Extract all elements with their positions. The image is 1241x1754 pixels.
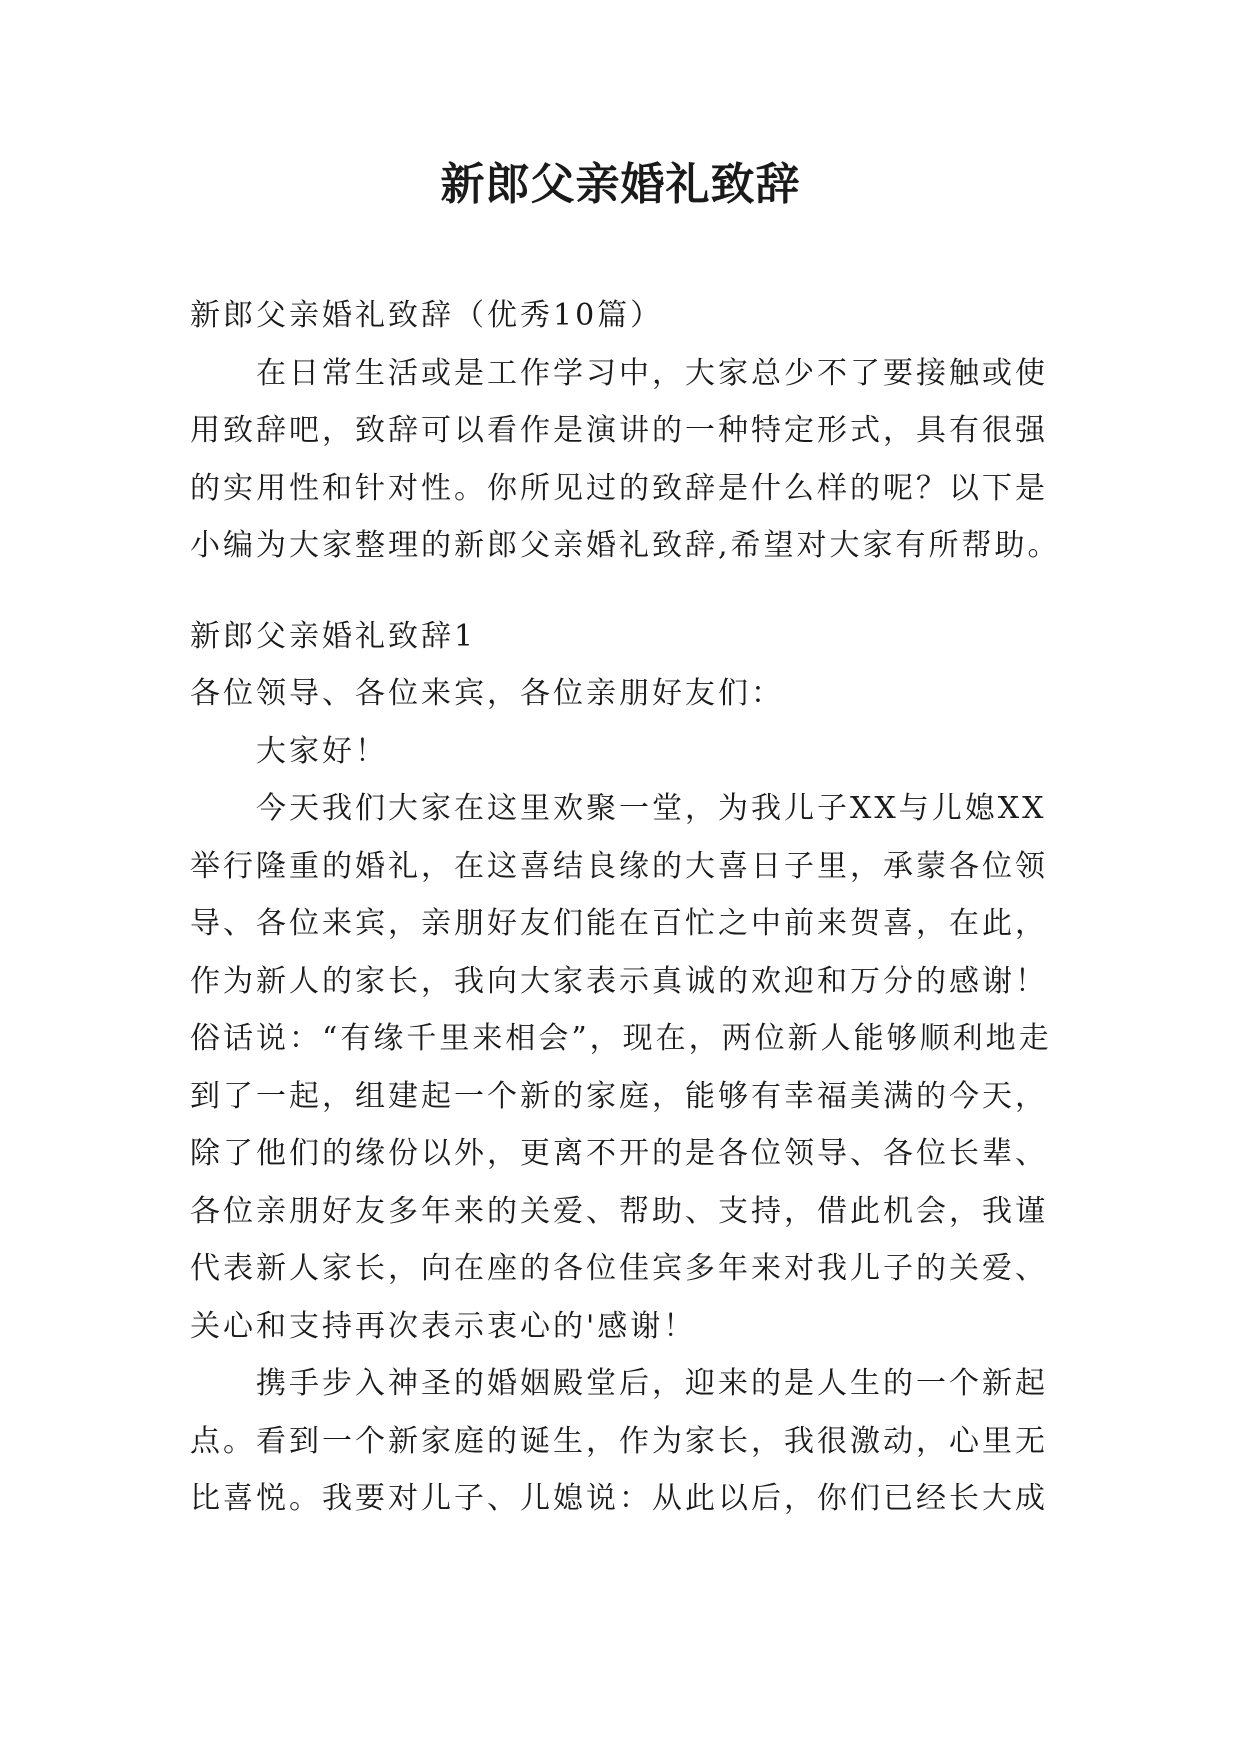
intro-line: 的实用性和针对性。你所见过的致辞是什么样的呢？以下是: [190, 470, 1048, 506]
paragraph-line: 携手步入神圣的婚姻殿堂后，迎来的是人生的一个新起: [256, 1366, 1048, 1401]
intro-line: 小编为大家整理的新郎父亲婚礼致辞,希望对大家有所帮助。: [190, 528, 1061, 563]
paragraph-line: 除了他们的缘份以外，更离不开的是各位领导、各位长辈、: [190, 1136, 1048, 1171]
paragraph-line: 举行隆重的婚礼，在这喜结良缘的大喜日子里，承蒙各位领: [190, 848, 1048, 884]
paragraph-line: 比喜悦。我要对儿子、儿媳说：从此以后，你们已经长大成: [190, 1481, 1048, 1516]
intro-line: 用致辞吧，致辞可以看作是演讲的一种特定形式，具有很强: [190, 413, 1048, 448]
intro-line: 在日常生活或是工作学习中，大家总少不了要接触或使: [256, 355, 1048, 391]
paragraph-line: 作为新人的家长，我向大家表示真诚的欢迎和万分的感谢！: [190, 963, 1048, 999]
paragraph-line: 导、各位来宾，亲朋好友们能在百忙之中前来贺喜，在此，: [190, 906, 1048, 941]
greeting: 大家好！: [256, 733, 388, 769]
document-title: 新郎父亲婚礼致辞: [440, 159, 801, 210]
paragraph-line: 俗话说：“有缘千里来相会”，现在，两位新人能够顺利地走: [190, 1021, 1052, 1056]
section-spacer: [190, 575, 1060, 608]
paragraph-line: 关心和支持再次表示衷心的'感谢！: [190, 1308, 697, 1344]
document-body: [190, 287, 1060, 1528]
paragraph-line: 各位亲朋好友多年来的关爱、帮助、支持，借此机会，我谨: [190, 1193, 1048, 1229]
salutation: 各位领导、各位来宾，各位亲朋好友们：: [190, 676, 784, 711]
paragraph-line: 代表新人家长，向在座的各位佳宾多年来对我儿子的关爱、: [190, 1251, 1048, 1286]
paragraph-line: 点。看到一个新家庭的诞生，作为家长，我很激动，心里无: [190, 1423, 1048, 1459]
paragraph-line: 到了一起，组建起一个新的家庭，能够有幸福美满的今天，: [190, 1078, 1048, 1114]
section-heading: 新郎父亲婚礼致辞1: [190, 618, 477, 654]
paragraph-line: 今天我们大家在这里欢聚一堂，为我儿子XX与儿媳XX: [256, 791, 1047, 826]
subtitle: 新郎父亲婚礼致辞（优秀10篇）: [190, 298, 664, 333]
